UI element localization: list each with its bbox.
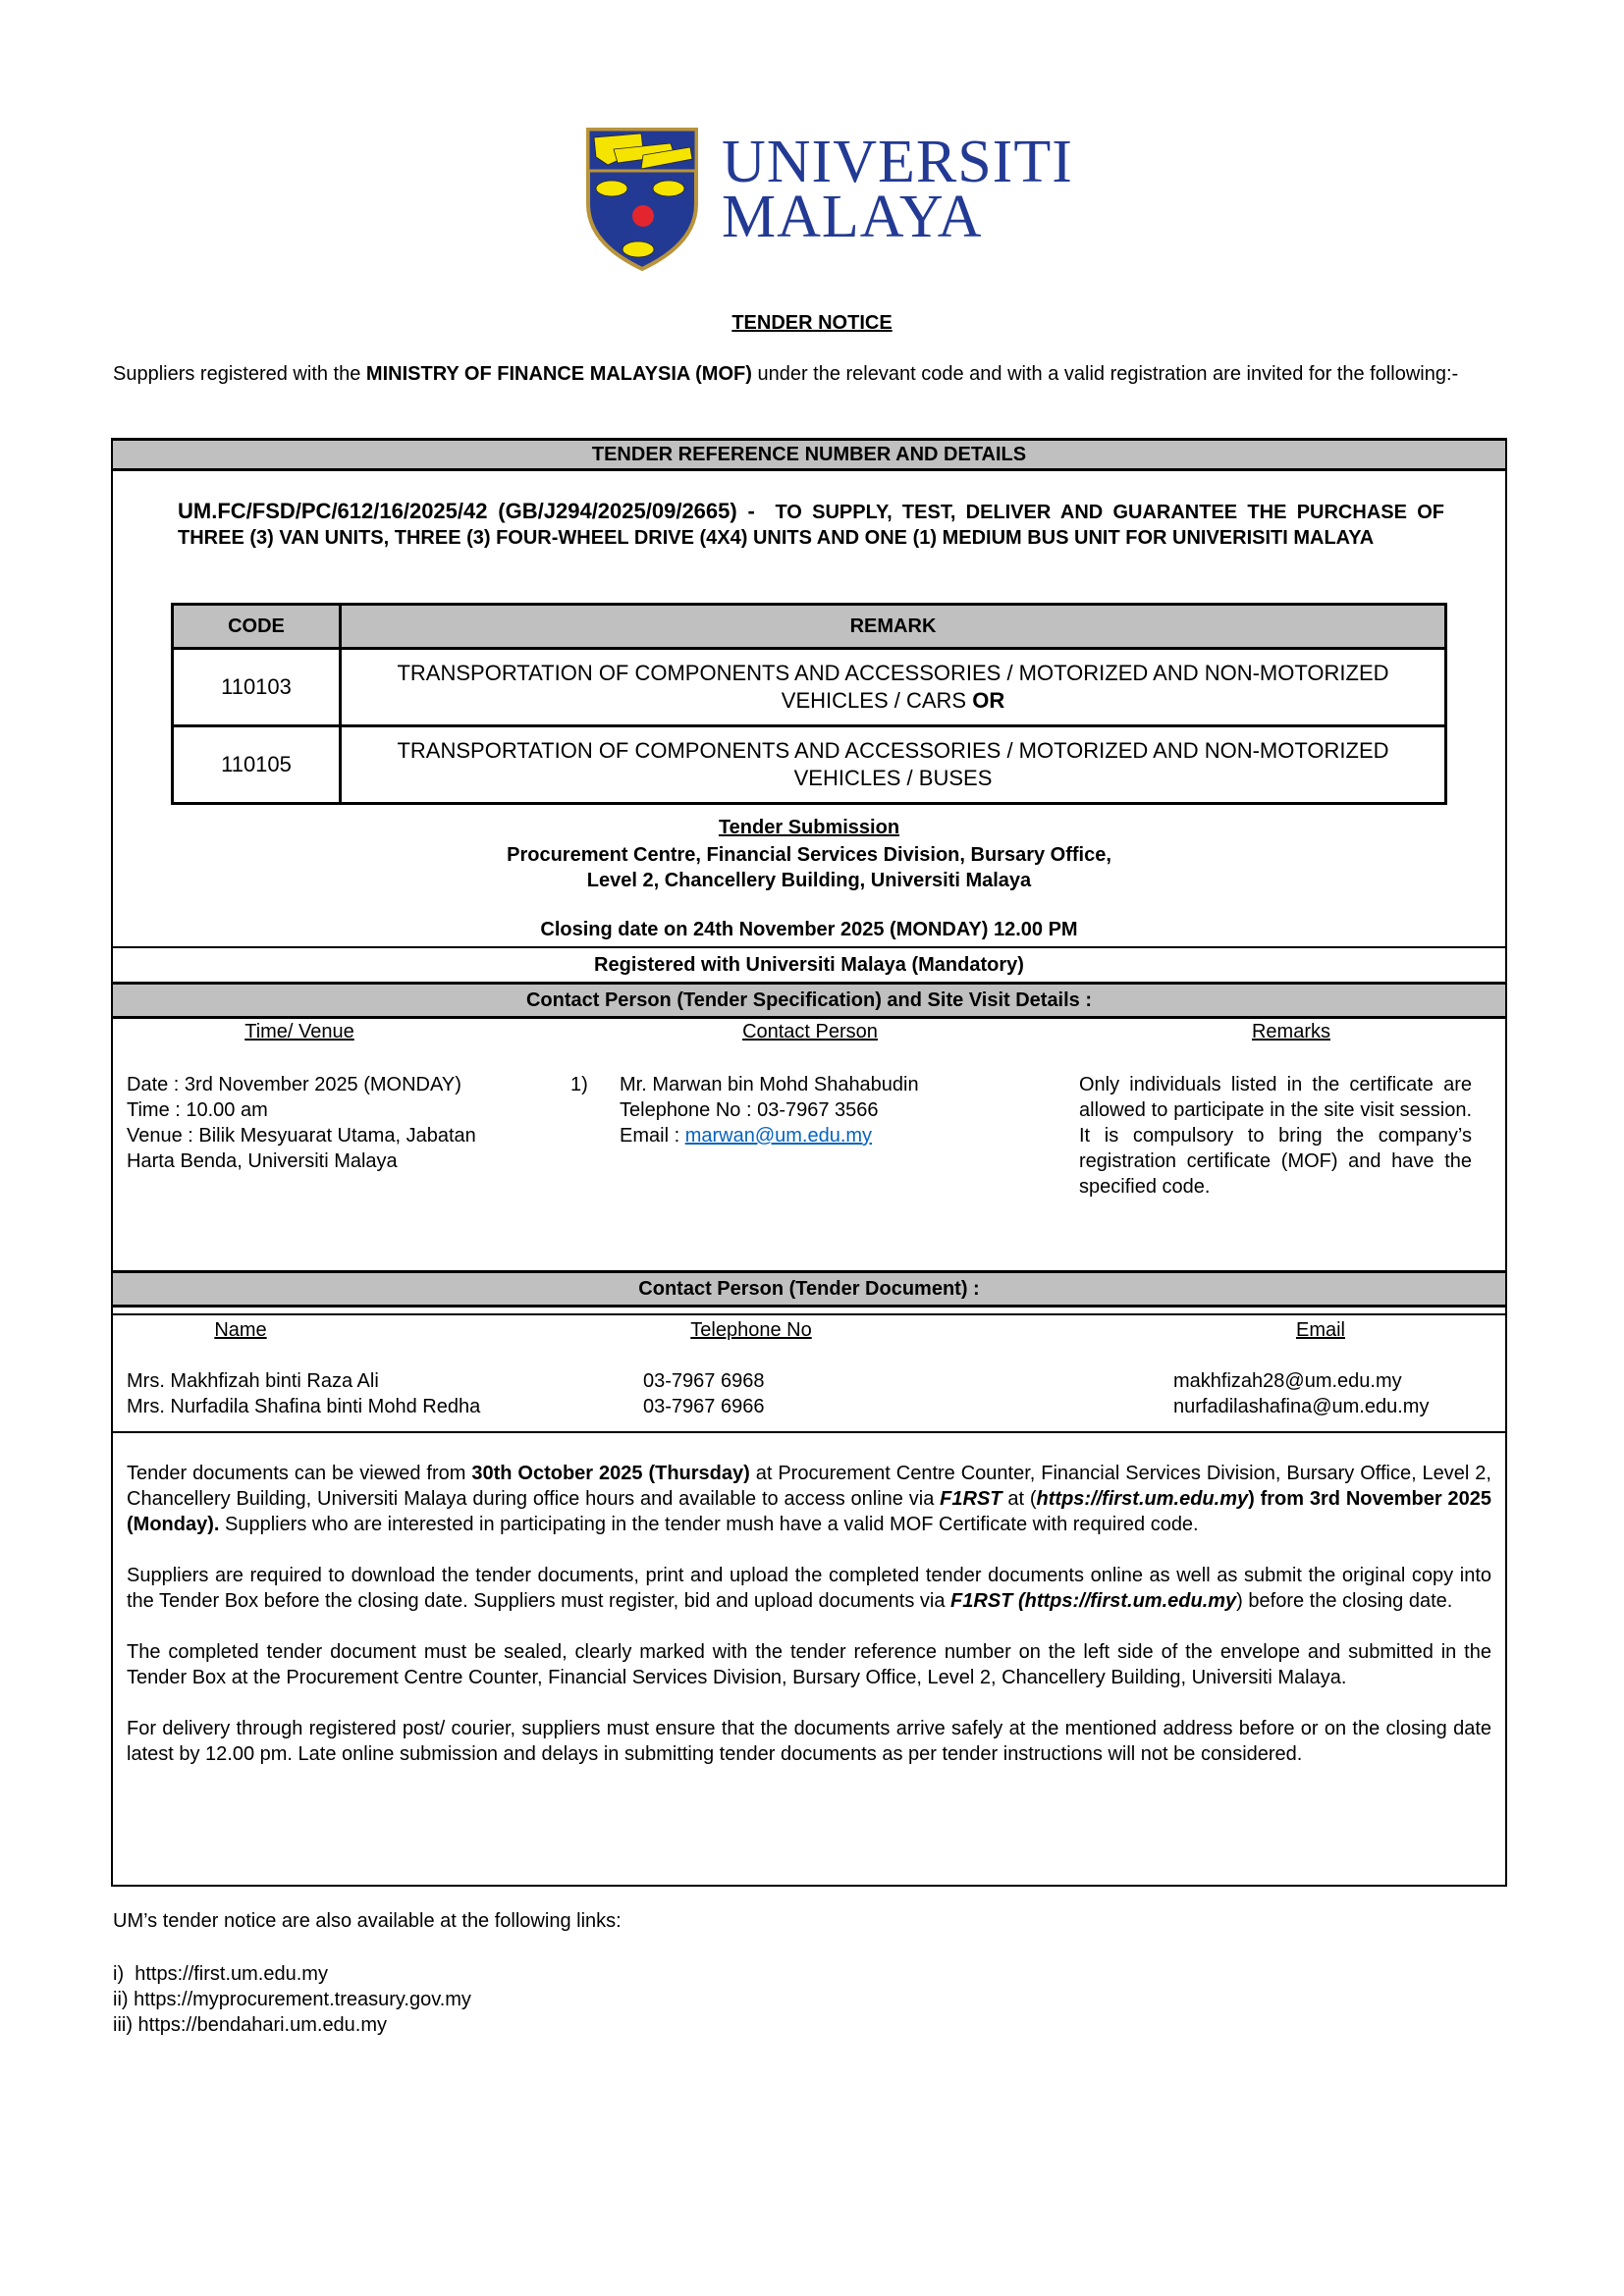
links-intro: UM’s tender notice are also available at the following links: [113, 1910, 622, 1932]
site-visit-header: Contact Person (Tender Specification) and Site Visit Details : [113, 982, 1505, 1019]
online-access-date: ) from 3rd November 2025 (Monday). [127, 1488, 1491, 1535]
instruction-paragraph: For delivery through registered post/ courier, suppliers must ensure that the documents arrive safely at the mentioned address before or on the closing date latest by 12.00 pm. Late online submission and delays in submitting tender documents as per tender instructions will not be considered. [127, 1718, 1491, 1765]
name-column-header: Name [214, 1319, 267, 1341]
submission-address [113, 842, 1505, 893]
table-row [173, 726, 1446, 804]
document-contact-header: Contact Person (Tender Document) : [113, 1270, 1505, 1308]
reference-header: TENDER REFERENCE NUMBER AND DETAILS [113, 438, 1505, 471]
remark-text: TRANSPORTATION OF COMPONENTS AND ACCESSORIES / MOTORIZED AND NON-MOTORIZED VEHICLES / BUSES [397, 738, 1389, 790]
telephone-column-header: Telephone No [690, 1319, 812, 1341]
email-column-header: Email [1295, 1319, 1345, 1341]
table-row [173, 649, 1446, 726]
link-url[interactable]: https://first.um.edu.my [135, 1963, 328, 1985]
reference-number: UM.FC/FSD/PC/612/16/2025/42 (GB/J294/2025/09/2665) - [178, 499, 755, 523]
contact-email: nurfadilashafina@um.edu.my [1173, 1396, 1430, 1417]
link-item [113, 1961, 471, 1987]
first-url: F1RST (https://first.um.edu.my [950, 1590, 1237, 1612]
contact-phone: Telephone No : 03-7967 3566 [620, 1099, 879, 1121]
contact-phone: 03-7967 6966 [643, 1396, 765, 1417]
first-url: https://first.um.edu.my [1036, 1488, 1249, 1510]
site-visit-remarks: Only individuals listed in the certificate are allowed to participate in the site visit session. It is compulsory to bring the company’s registration certificate (MOF) and have the specified code. [1079, 1074, 1472, 1198]
address-line-2: Level 2, Chancellery Building, Universiti Malaya [586, 870, 1032, 891]
code-cell: 110103 [173, 649, 341, 726]
logo-line-1: UNIVERSITI [722, 129, 1073, 195]
site-visit-contact [620, 1072, 1012, 1148]
instruction-paragraph [127, 1563, 1491, 1614]
link-item [113, 2012, 471, 2038]
logo-line-2: MALAYA [722, 184, 983, 250]
intro-after: under the relevant code and with a valid registration are invited for the following:- [751, 363, 1459, 385]
contact-person-column-header: Contact Person [742, 1021, 878, 1042]
tender-details-box [111, 438, 1507, 1887]
contact-email: makhfizah28@um.edu.my [1173, 1370, 1402, 1392]
tender-description: TO SUPPLY, TEST, DELIVER AND GUARANTEE THE PURCHASE OF THREE (3) VAN UNITS, THREE (3) FOUR-WHEEL DRIVE (4X4) UNITS AND ONE (1) MEDIUM BUS UNIT FOR UNIVERISITI MALAYA [178, 502, 1444, 549]
tender-reference [178, 499, 1444, 551]
list-marker: ii) [113, 1989, 135, 2010]
text: at ( [1001, 1488, 1037, 1510]
intro-mof: MINISTRY OF FINANCE MALAYSIA (MOF) [365, 363, 752, 385]
university-logo [584, 126, 1075, 273]
site-visit-venue: Venue : Bilik Mesyuarat Utama, Jabatan Harta Benda, Universiti Malaya [127, 1125, 476, 1172]
closing-date: Closing date on 24th November 2025 (MONDAY) 12.00 PM [540, 919, 1078, 940]
remark-cell [341, 649, 1446, 726]
divider [113, 1313, 1505, 1315]
contact-phones [643, 1368, 869, 1419]
document-view-date: 30th October 2025 (Thursday) [471, 1463, 750, 1484]
text: Tender documents can be viewed from [127, 1463, 472, 1484]
link-url[interactable]: https://myprocurement.treasury.gov.my [134, 1989, 471, 2010]
site-visit-date: Date : 3rd November 2025 (MONDAY) [127, 1074, 461, 1095]
intro-text [113, 361, 1507, 387]
contact-email-line [620, 1123, 1012, 1148]
contact-number: 1) [570, 1074, 588, 1095]
site-visit-time: Time : 10.00 am [127, 1099, 268, 1121]
text: Suppliers are required to download the tender documents, print and upload the completed tender documents online as well as submit the original copy into the Tender Box before the closing date. Suppliers must register, bid and upload documents via [127, 1565, 1491, 1612]
contact-name: Mrs. Makhfizah binti Raza Ali [127, 1370, 379, 1392]
registration-requirement: Registered with Universiti Malaya (Mandatory) [594, 954, 1024, 976]
site-visit-time-venue [127, 1072, 529, 1174]
first-system-name: F1RST [940, 1488, 1002, 1510]
code-column-header: CODE [173, 605, 341, 649]
university-crest-icon [584, 126, 700, 273]
remarks-column-header: Remarks [1251, 1021, 1330, 1042]
links-list [113, 1961, 471, 2038]
code-table-header [173, 605, 1446, 649]
divider [113, 1431, 1505, 1433]
list-marker: i) [113, 1963, 135, 1985]
address-line-1: Procurement Centre, Financial Services Division, Bursary Office, [507, 844, 1111, 866]
instruction-paragraph [127, 1461, 1491, 1537]
contact-name: Mrs. Nurfadila Shafina binti Mohd Redha [127, 1396, 481, 1417]
link-item [113, 1987, 471, 2012]
contact-email-link[interactable]: marwan@um.edu.my [684, 1125, 873, 1147]
text: Suppliers who are interested in participating in the tender mush have a valid MOF Certificate with required code. [219, 1514, 1199, 1535]
contact-phone: 03-7967 6968 [643, 1370, 765, 1392]
remark-text: TRANSPORTATION OF COMPONENTS AND ACCESSORIES / MOTORIZED AND NON-MOTORIZED VEHICLES / CARS [397, 661, 1389, 713]
divider [113, 946, 1505, 948]
text: at Procurement Centre Counter, Financial Services Division, Bursary Office, Level 2, Chancellery Building, Universiti Malaya during office hours and available to access online via [127, 1463, 1491, 1510]
text: ) before the closing date. [1236, 1590, 1453, 1612]
code-table [171, 603, 1447, 805]
contact-names [127, 1368, 578, 1419]
contact-emails [1173, 1368, 1488, 1419]
email-label: Email : [620, 1125, 685, 1147]
list-marker: iii) [113, 2014, 138, 2036]
remark-suffix: OR [972, 688, 1005, 713]
contact-name: Mr. Marwan bin Mohd Shahabudin [620, 1074, 919, 1095]
instruction-paragraph: The completed tender document must be sealed, clearly marked with the tender reference number on the left side of the envelope and submitted in the Tender Box at the Procurement Centre Counter, Financial Services Division, Bursary Office, Level 2, Chancellery Building, Universiti Malaya. [127, 1641, 1491, 1688]
link-url[interactable]: https://bendahari.um.edu.my [137, 2014, 388, 2036]
intro-before: Suppliers registered with the [113, 363, 366, 385]
time-venue-column-header: Time/ Venue [244, 1021, 354, 1042]
instructions [127, 1461, 1491, 1792]
code-cell: 110105 [173, 726, 341, 804]
remark-column-header: REMARK [341, 605, 1446, 649]
remark-cell [341, 726, 1446, 804]
page-title: TENDER NOTICE [731, 312, 893, 334]
submission-heading: Tender Submission [718, 817, 900, 838]
